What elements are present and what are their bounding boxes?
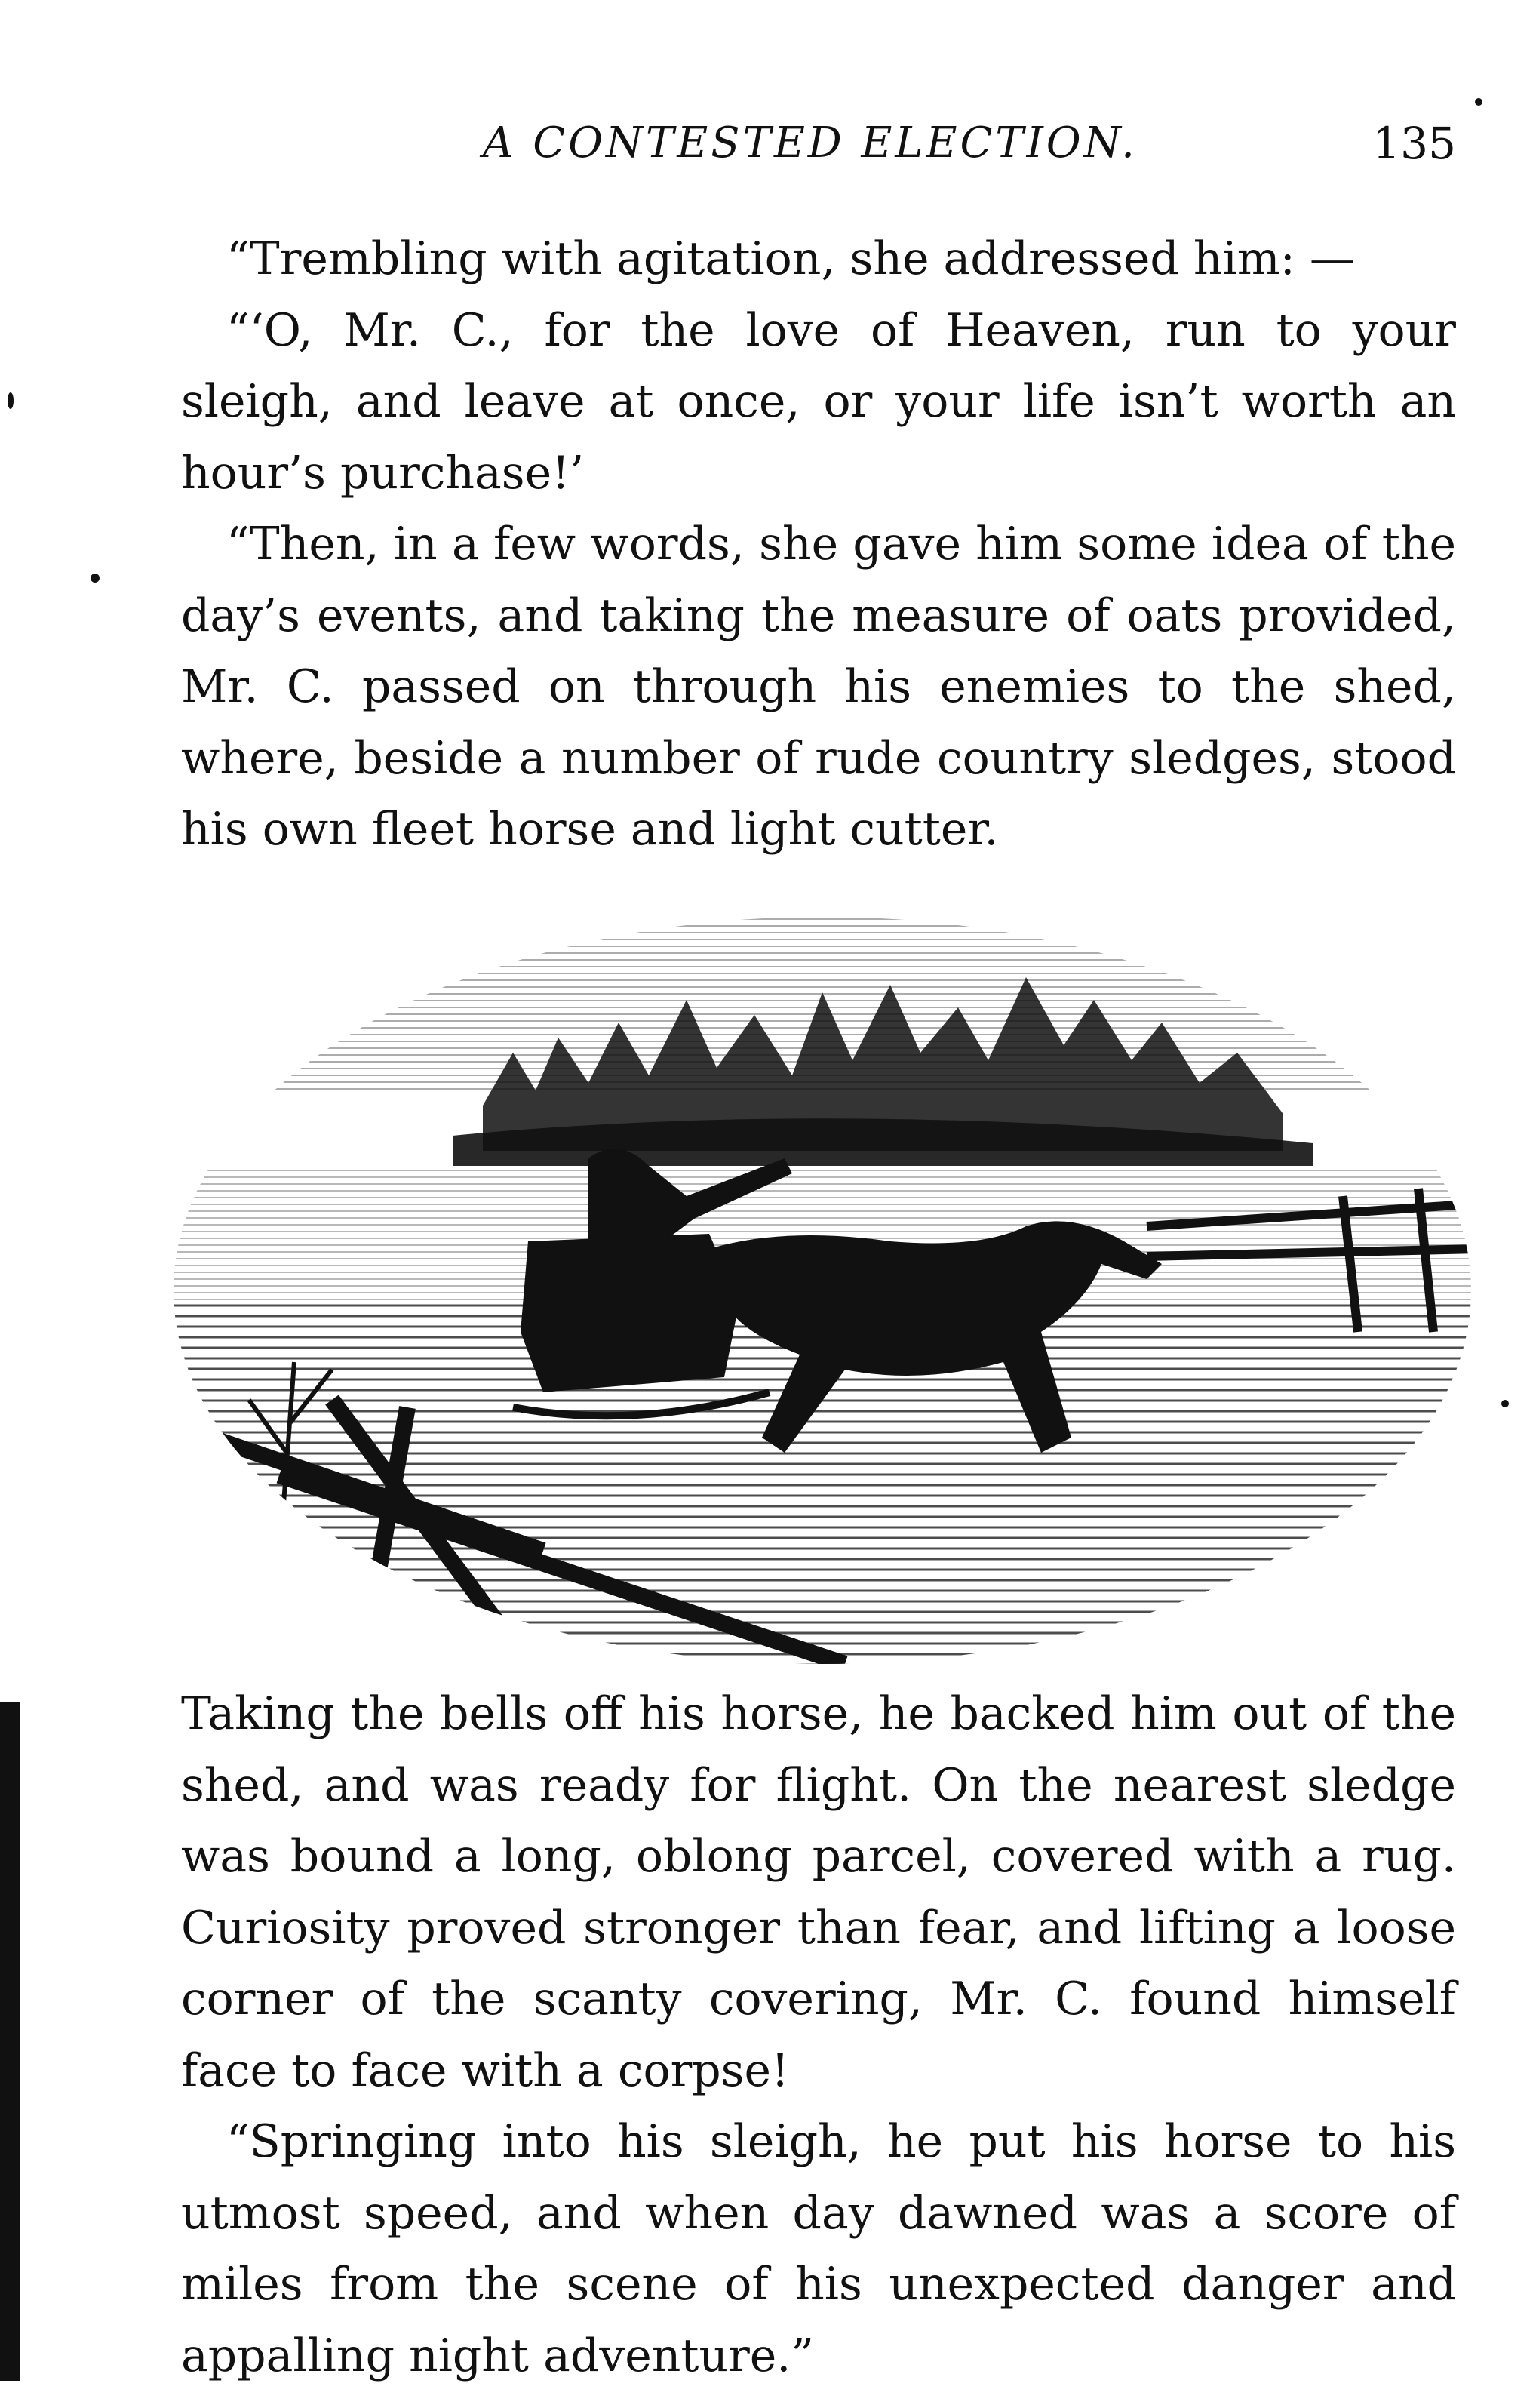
scan-speck	[8, 392, 14, 409]
scan-margin-shadow	[0, 1702, 20, 2381]
body-text-bottom	[181, 1678, 1456, 2391]
scan-speck	[1501, 1400, 1509, 1407]
engraving-svg	[166, 909, 1479, 1664]
page-number: 135	[1372, 118, 1456, 169]
scan-speck	[1475, 98, 1482, 106]
body-text-top	[181, 223, 1456, 866]
paragraph: Taking the bells off his horse, he backed him out of the shed, and was ready for flight. On the nearest sledge was bound a long, oblong parcel, covered with a rug. Curiosity proved stronger than fear, and lifting a loose corner of the scanty covering, Mr. C. found himself face to face with a corpse!	[181, 1687, 1456, 2097]
paragraph: “Springing into his sleigh, he put his horse to his utmost speed, and when day dawned was a score of miles from the scene of his unexpected danger and appalling night adventure.”	[181, 2115, 1456, 2382]
paragraph: “‘O, Mr. C., for the love of Heaven, run to your sleigh, and leave at once, or your life isn’t worth an hour’s purchase!’	[181, 303, 1456, 500]
paragraph: “Trembling with agitation, she addressed him: —	[226, 232, 1355, 285]
running-head	[181, 113, 1464, 174]
scan-speck	[91, 574, 100, 583]
sleigh-illustration	[166, 909, 1479, 1664]
running-title: A CONTESTED ELECTION.	[483, 118, 1138, 168]
paragraph: “Then, in a few words, she gave him some idea of the day’s events, and taking the measure of oats provided, Mr. C. passed on through his enemies to the shed, where, beside a number of rude country sledges, stood his own fleet horse and light cutter.	[181, 518, 1456, 856]
sleigh-shape	[521, 1234, 739, 1392]
